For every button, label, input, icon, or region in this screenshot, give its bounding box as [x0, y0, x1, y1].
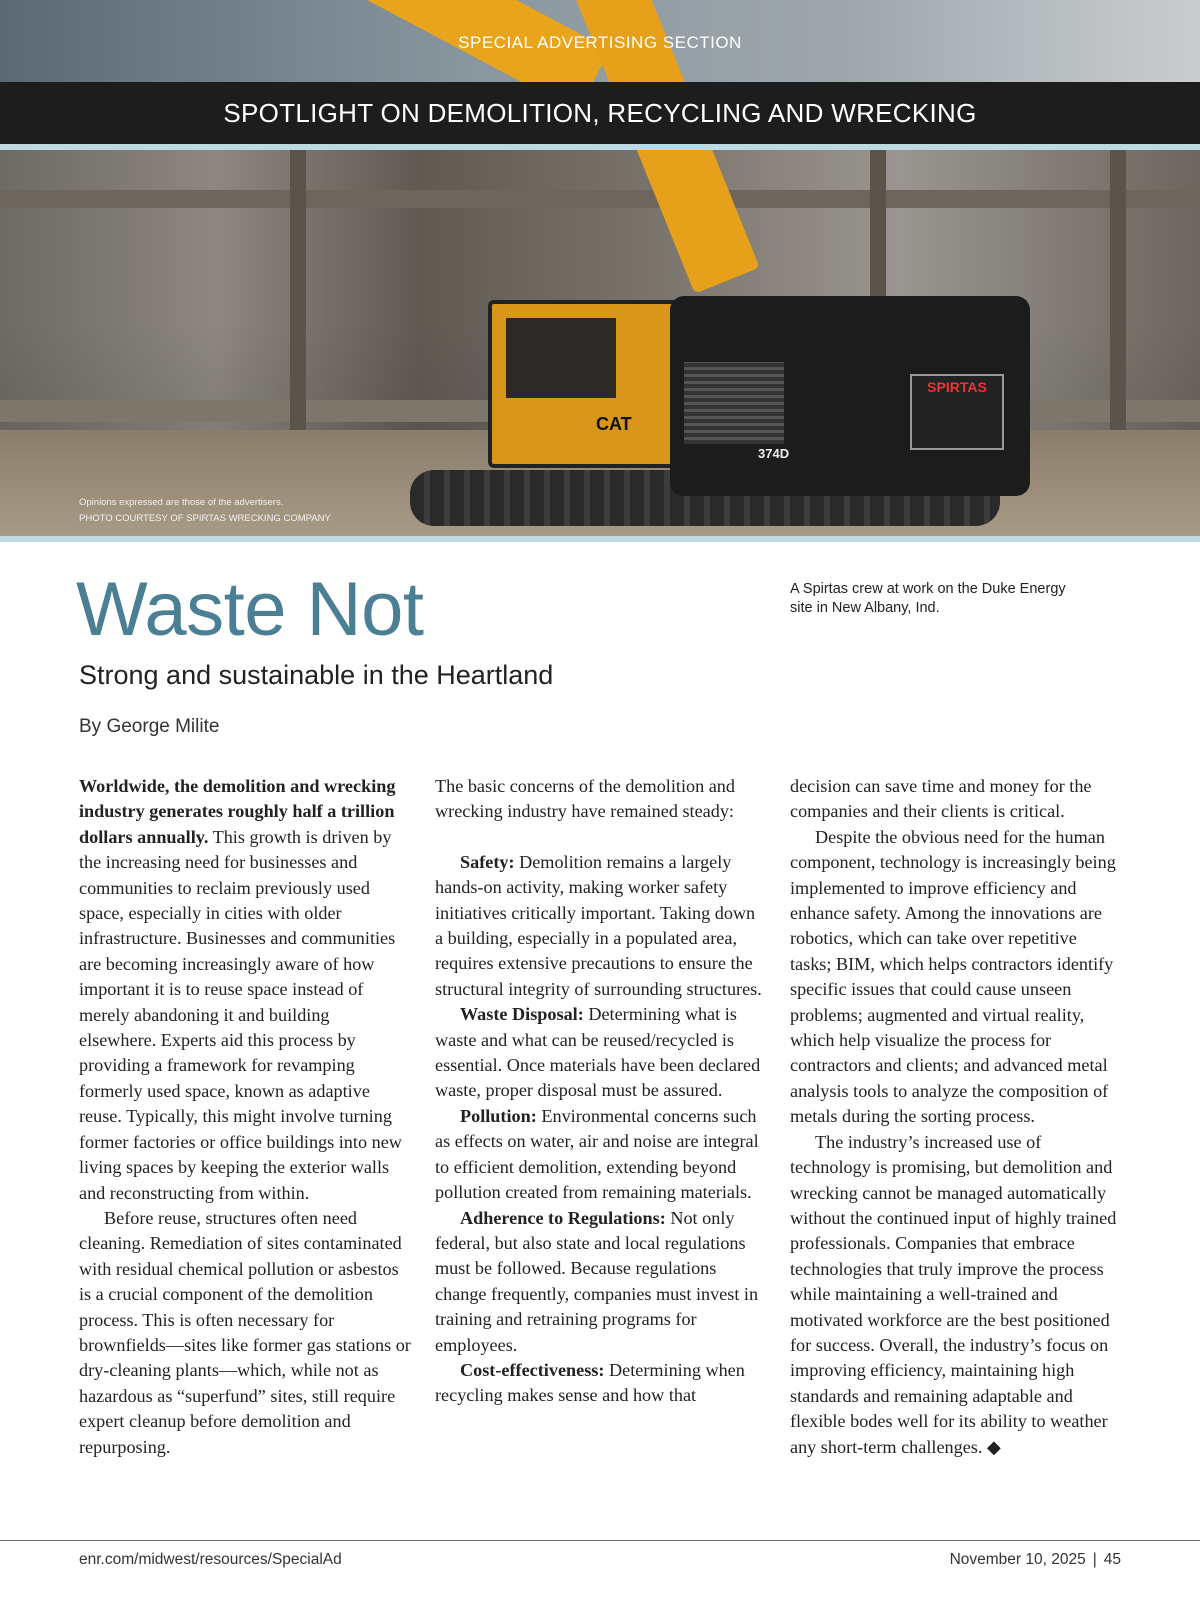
paragraph-waste: Waste Disposal: Determining what is waste and what can be reused/recycled is essential. Once materials have been declared waste, proper disposal must be assured. — [435, 1004, 761, 1101]
paragraph: decision can save time and money for the companies and their clients is critical. — [790, 776, 1092, 822]
paragraph-safety: Safety: Demolition remains a largely hands-on activity, making worker safety initiatives critically important. Taking down a building, especially in a populated area, requires extensive precautions to ensure the structural integrity of surrounding structures. — [435, 851, 762, 999]
paragraph: Worldwide, the demolition and wrecking industry generates roughly half a trillion dollars annually. This growth is driven by the increasing need for businesses and communities to reclaim previously used space, especially in cities with older infrastructure. Businesses and communities are becoming increasingly aware of how important it is to reuse space instead of merely abandoning it and building elsewhere. Experts aid this process by providing a framework for revamping formerly used space, known as adaptive reuse. Typically, this might involve turning former factories or office buildings into new living spaces by keeping the exterior walls and reconstructing from within. — [79, 776, 402, 1203]
footer-separator: | — [1092, 1551, 1097, 1568]
photo-credits — [79, 495, 331, 527]
issue-date: November 10, 2025 — [949, 1551, 1086, 1568]
lead-bold: Worldwide, the demolition and wrecking industry generates roughly half a trillion dollars annually. — [79, 776, 396, 847]
footer-meta — [950, 1551, 1121, 1569]
disclaimer-text: Opinions expressed are those of the advertisers. — [79, 497, 284, 508]
article-subtitle: Strong and sustainable in the Heartland — [79, 660, 554, 690]
article-title: Waste Not — [76, 567, 424, 652]
hero-photo — [0, 0, 1200, 536]
excavator-grille — [684, 362, 784, 444]
photo-floor-slab — [0, 190, 1200, 208]
banner-divider — [0, 144, 1200, 150]
paragraph-cost: Cost-effectiveness: Determining when recycling makes sense and how that — [435, 1359, 745, 1406]
photo-credit: PHOTO COURTESY OF SPIRTAS WRECKING COMPANY — [79, 513, 331, 524]
spirtas-logo-plate: SPIRTAS — [910, 374, 1004, 450]
footer-divider — [0, 1540, 1200, 1541]
page-number: 45 — [1103, 1551, 1121, 1568]
paragraph-regulations: Adherence to Regulations: Not only federal, but also state and local regulations must be followed. Because regulations change frequently, companies must invest in training and retraining programs for employees. — [435, 1207, 759, 1355]
paragraph-pollution: Pollution: Environmental concerns such as effects on water, air and noise are integral to efficient demolition, extending beyond pollution created from remaining materials. — [435, 1105, 759, 1203]
paragraph: Despite the obvious need for the human component, technology is increasingly being implemented to improve efficiency and enhance safety. Among the innovations are robotics, which can take over repetitive tasks; BIM, which helps contractors identify specific issues that could cause unseen problems; augmented and virtual reality, which help visualize the process for contractors and clients; and advanced metal analysis tools to analyze the composition of metals during the sorting process. — [790, 826, 1116, 1127]
cat-logo: CAT — [596, 414, 632, 434]
column-2 — [435, 774, 767, 1409]
byline: By George Milite — [79, 716, 220, 737]
photo-caption: A Spirtas crew at work on the Duke Energy site in New Albany, Ind. — [790, 581, 1066, 616]
spacer — [435, 825, 767, 850]
paragraph: The basic concerns of the demolition and wrecking industry have remained steady: — [435, 776, 735, 822]
excavator-body — [670, 296, 1030, 496]
paragraph: Before reuse, structures often need cleaning. Remediation of sites contaminated with residual chemical pollution or asbestos is a crucial component of the demolition process. This is often necessary for brownfields—sites like former gas stations or dry-cleaning plants—which, while not as hazardous as “superfund” sites, still require expert cleanup before demolition and repurposing. — [79, 1207, 411, 1457]
excavator-cab — [488, 300, 696, 468]
hero-divider — [0, 536, 1200, 542]
photo-column — [1110, 150, 1126, 450]
footer-url[interactable]: enr.com/midwest/resources/SpecialAd — [79, 1551, 342, 1568]
advertising-tag: SPECIAL ADVERTISING SECTION — [458, 33, 742, 52]
section-banner: SPOTLIGHT ON DEMOLITION, RECYCLING AND WRECKING — [0, 82, 1200, 144]
column-1 — [79, 774, 411, 1460]
model-label: 374D — [758, 446, 790, 461]
paragraph: The industry’s increased use of technology is promising, but demolition and wrecking cannot be managed automatically without the continued input of highly trained professionals. Companies that embrace technologies that truly improve the process while maintaining a well-trained and motivated workforce are the best positioned for success. Overall, the industry’s focus on improving efficiency, maintaining high standards and remaining adaptable and flexible bodes well for its ability to weather any short-term challenges. ◆ — [790, 1131, 1117, 1457]
column-3 — [790, 774, 1122, 1460]
photo-column — [290, 150, 306, 450]
